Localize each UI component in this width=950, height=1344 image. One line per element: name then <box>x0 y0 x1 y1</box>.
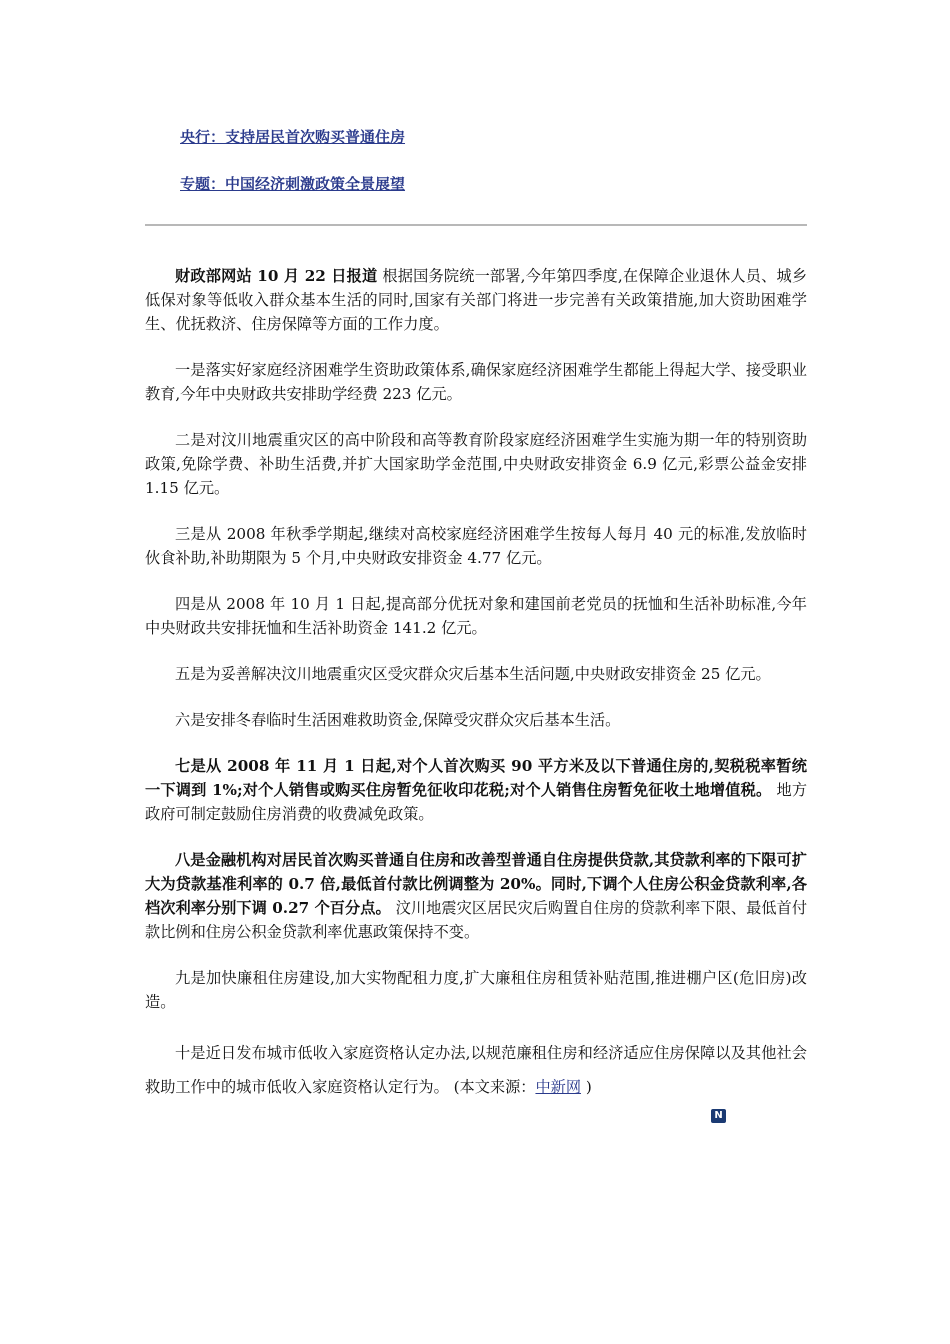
lead-text: 根据国务院统一部署,今年第四季度,在保障企业退休人员、城乡低保对象等低收入群众基本生活的同时,国家有关部门将进一步完善有关政策措施,加大资助困难学生、优抚救济、住房保障等方面的工作力度。 <box>145 267 808 333</box>
news-source-icon: N <box>711 1109 726 1123</box>
paragraph-2: 二是对汶川地震重灾区的高中阶段和高等教育阶段家庭经济困难学生实施为期一年的特别资助政策,免除学费、补助生活费,并扩大国家助学金范围,中央财政安排资金 6.9 亿元,彩票公益金安排 1.15 亿元。 <box>145 431 807 497</box>
paragraph-6: 六是安排冬春临时生活困难救助资金,保障受灾群众灾后基本生活。 <box>175 711 621 729</box>
paragraph-7-text: 地方政府可制定鼓励住房消费的收费减免政策。 <box>145 781 808 823</box>
paragraph-8 <box>145 848 807 944</box>
paragraph-4: 四是从 2008 年 10 月 1 日起,提高部分优抚对象和建国前老党员的抚恤和生活补助标准,今年中央财政共安排抚恤和生活补助资金 141.2 亿元。 <box>145 595 807 637</box>
paragraph-7-bold: 七是从 2008 年 11 月 1 日起,对个人首次购买 90 平方米及以下普通住房的,契税税率暂统一下调到 1%;对个人销售或购买住房暂免征收印花税;对个人销售住房暂免征收土地增值税。 <box>145 757 807 799</box>
lead-paragraph <box>145 264 807 336</box>
paragraph-3: 三是从 2008 年秋季学期起,继续对高校家庭经济困难学生按每人每月 40 元的标准,发放临时伙食补助,补助期限为 5 个月,中央财政安排资金 4.77 亿元。 <box>145 525 807 567</box>
article-body <box>145 264 807 1126</box>
paragraph-8-bold: 八是金融机构对居民首次购买普通自住房和改善型普通自住房提供贷款,其贷款利率的下限可扩大为贷款基准利率的 0.7 倍,最低首付款比例调整为 20%。同时,下调个人住房公积金贷款利率,各档次利率分别下调 0.27 个百分点。 <box>145 851 807 917</box>
source-suffix: ) <box>581 1078 592 1096</box>
paragraph-7 <box>145 754 807 826</box>
paragraph-1: 一是落实好家庭经济困难学生资助政策体系,确保家庭经济困难学生都能上得起大学、接受职业教育,今年中央财政共安排助学经费 223 亿元。 <box>145 361 807 403</box>
lead-dateline: 财政部网站 10 月 22 日报道 <box>175 267 378 285</box>
related-links <box>180 126 405 220</box>
related-link-stimulus-topic[interactable]: 专题：中国经济刺激政策全景展望 <box>180 175 406 193</box>
related-link-central-bank[interactable]: 央行：支持居民首次购买普通住房 <box>180 128 406 146</box>
source-prefix: (本文来源： <box>448 1078 536 1096</box>
paragraph-5: 五是为妥善解决汶川地震重灾区受灾群众灾后基本生活问题,中央财政安排资金 25 亿元。 <box>175 665 771 683</box>
paragraph-8-text: 汶川地震灾区居民灾后购置自住房的贷款利率下限、最低首付款比例和住房公积金贷款利率优惠政策保持不变。 <box>145 899 808 941</box>
paragraph-9: 九是加快廉租住房建设,加大实物配租力度,扩大廉租住房租赁补贴范围,推进棚户区(危旧房)改造。 <box>145 969 807 1011</box>
paragraph-10 <box>145 1036 807 1104</box>
source-link[interactable]: 中新网 <box>535 1078 582 1096</box>
paragraph-10-text: 十是近日发布城市低收入家庭资格认定办法,以规范廉租住房和经济适应住房保障以及其他社会救助工作中的城市低收入家庭资格认定行为。 <box>145 1044 807 1096</box>
divider <box>145 224 807 226</box>
